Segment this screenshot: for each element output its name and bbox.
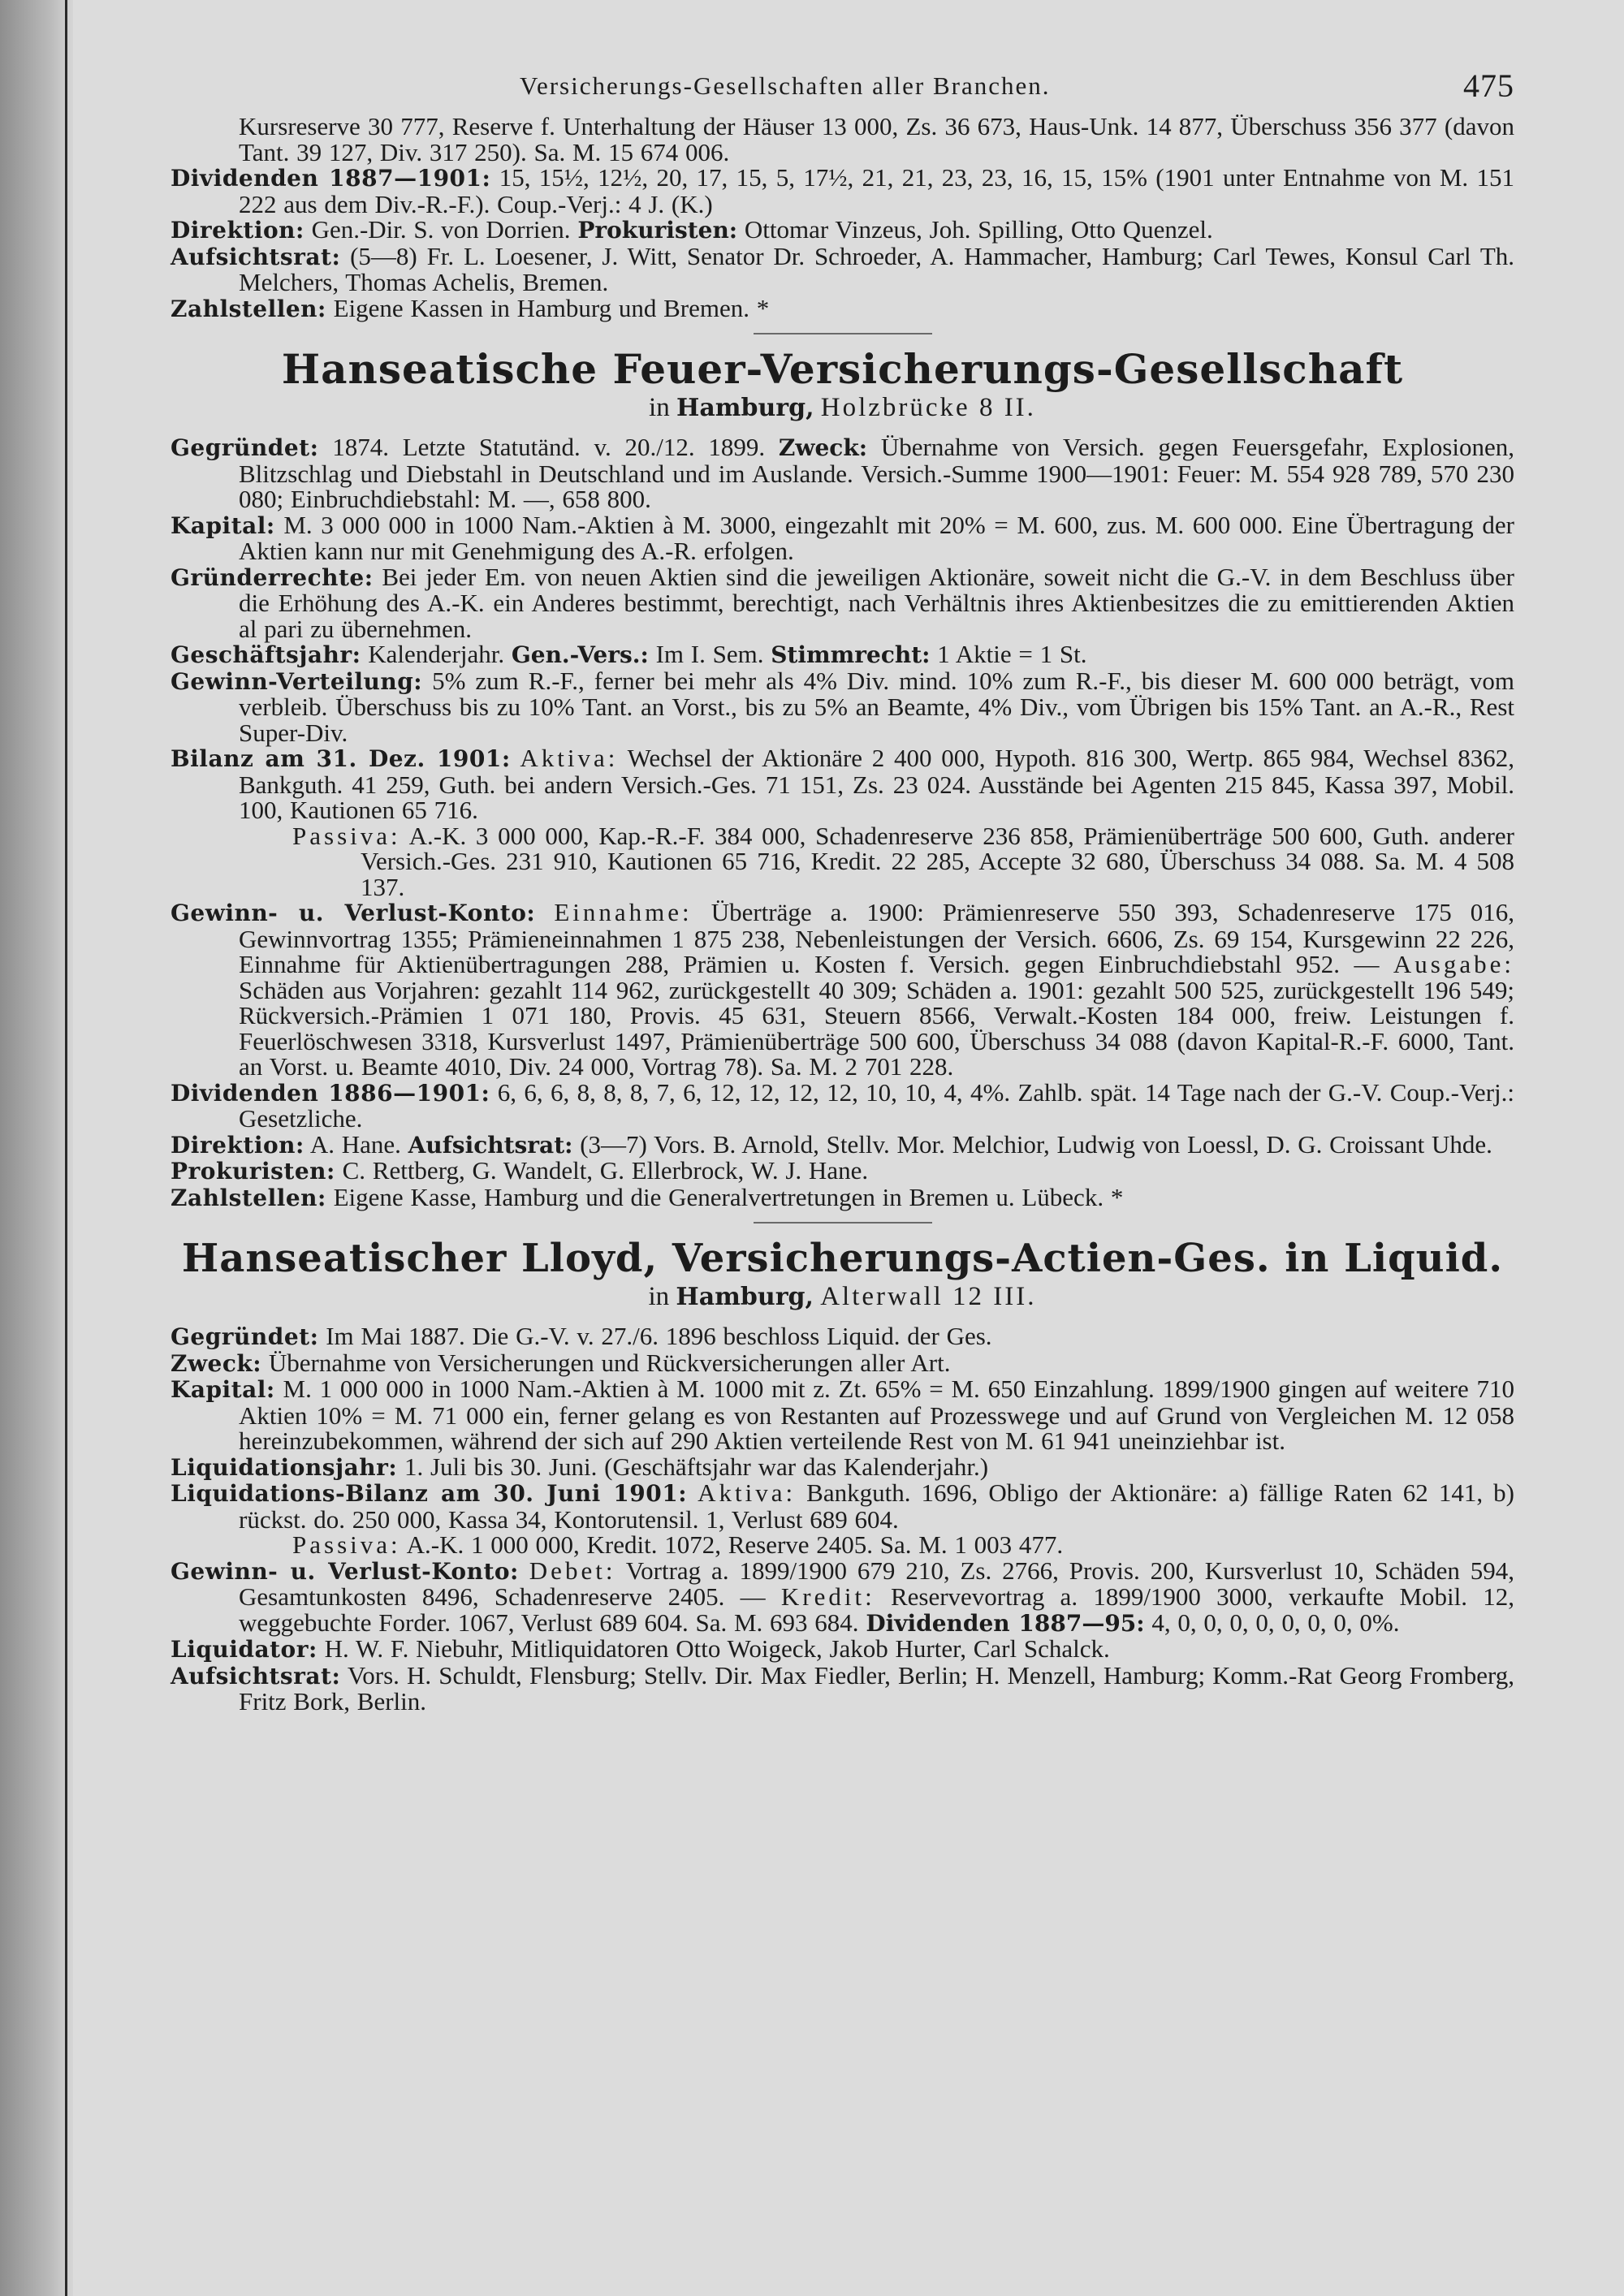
prev-reserve-text: Kursreserve 30 777, Reserve f. Unterhaltung der Häuser 13 000, Zs. 36 673, Haus-Unk. 14 877, Überschuss 356 377 (davon Tant. 39 127, Div. 317 250). Sa. M. 15 674 006. (239, 112, 1514, 166)
profit-loss-expense: Schäden aus Vorjahren: gezahlt 114 962, zurückgestellt 40 309; Schäden a. 1901: gezahlt 500 525, zurückgestellt 196 549; Rückversich.-Prämien 1 071 180, Provis. 45 631, Steuern 8566, Verwalt.-Kosten 184 000, freiw. Leistungen f. Feuerlöschwesen 3318, Kursverlust 1497, Prämienüberträge 500 600, Überschuss 34 088 (davon Kapital-R.-F. 6000, Tant. an Vorst. u. Beamte 4010, Div. 24 000, Vortrag 78). Sa. M. 2 701 228. (239, 975, 1514, 1081)
profit-distribution-text: 5% zum R.-F., ferner bei mehr als 4% Div. mind. 10% zum R.-F., bis dieser M. 600 000 beträgt, vom verbleib. Überschuss bis zu 10% Tant. an Vorst., bis zu 5% an Beamte, 4% Div., vom Übrigen bis 15% Tant. an A.-R., Rest Super-Div. (239, 666, 1515, 747)
prev-dividends (171, 165, 1514, 217)
binding-edge-line (65, 0, 67, 2296)
paying-agents (171, 1182, 1514, 1211)
liquidation-liabilities: A.-K. 1 000 000, Kredit. 1072, Reserve 2405. Sa. M. 1 003 477. (406, 1530, 1064, 1559)
founder-rights (171, 564, 1514, 642)
prev-dividends-label: Dividenden 1887—1901: (171, 165, 491, 192)
purpose (171, 1350, 1514, 1377)
founder-rights-label: Gründerrechte: (171, 563, 374, 591)
previous-entry (171, 114, 1514, 322)
balance-liabilities: A.-K. 3 000 000, Kap.-R.-F. 384 000, Schadenreserve 236 858, Prämienüberträge 500 600, Guth. anderer Versich.-Ges. 231 910, Kautionen 65 716, Kredit. 22 285, Accepte 32 680, Überschuss 34 088. Sa. M. 4 508 137. (361, 821, 1514, 901)
balance-liabilities-line (239, 823, 1514, 900)
prev-zahlstellen-text: Eigene Kassen in Hamburg und Bremen. * (333, 293, 770, 322)
balance-sheet-label: Bilanz am 31. Dez. 1901: (171, 745, 511, 772)
company-title: Hanseatischer Lloyd, Versicherungs-Actien-Ges. in Liquid. (181, 1236, 1504, 1281)
prev-zahlstellen-label: Zahlstellen: (171, 295, 326, 322)
page-number: 475 (1463, 67, 1514, 104)
aufsichtsrat-label: Aufsichtsrat: (408, 1131, 573, 1159)
balance-sheet (171, 745, 1514, 900)
founded-text: 1874. Letzte Statutänd. v. 20./12. 1899. (332, 433, 766, 461)
dividends (171, 1077, 1514, 1133)
aufsichtsrat-label: Aufsichtsrat: (171, 1662, 341, 1690)
fiscal-year-label: Geschäftsjahr: (171, 641, 361, 668)
prev-management (171, 217, 1514, 244)
location-prefix: in (648, 1282, 670, 1311)
liquidation-year-label: Liquidationsjahr: (171, 1453, 398, 1481)
profit-loss-account (171, 1558, 1514, 1637)
profit-loss-label: Gewinn- u. Verlust-Konto: (171, 900, 536, 926)
company-title: Hanseatische Feuer-Versicherungs-Gesellschaft (281, 345, 1404, 393)
profit-loss-credit: Reservevortrag a. 1899/1900 3000, verkaufte Mobil. 12, weggebuchte Forder. 1067, Verlust 689 604. Sa. M. 693 684. (239, 1582, 1515, 1637)
company-city: Hamburg, (676, 394, 814, 422)
liquidation-year (171, 1454, 1514, 1481)
company-city: Hamburg, (676, 1283, 814, 1311)
dividends-text: 4, 0, 0, 0, 0, 0, 0, 0, 0%. (1151, 1608, 1400, 1637)
profit-loss-label: Gewinn- u. Verlust-Konto: (171, 1557, 519, 1585)
credit-word: Kredit: (780, 1582, 875, 1611)
company-address: Holzbrücke 8 II. (820, 393, 1036, 422)
location-prefix: in (649, 393, 670, 422)
supervisory-board (171, 1660, 1514, 1716)
prev-direktion-text: Gen.-Dir. S. von Dorrien. (311, 215, 571, 244)
founded (171, 1323, 1514, 1350)
liabilities-word: Passiva: (292, 821, 401, 850)
zahlstellen-label: Zahlstellen: (171, 1184, 326, 1211)
running-title: Versicherungs-Gesellschaften aller Branchen. (520, 71, 1051, 100)
section-divider (754, 1222, 932, 1224)
liquidation-balance-label: Liquidations-Bilanz am 30. Juni 1901: (171, 1480, 688, 1507)
capital (171, 1376, 1514, 1454)
section-divider (754, 333, 932, 334)
liquidator (171, 1636, 1514, 1663)
prev-direktion-label: Direktion: (171, 217, 304, 244)
dividends-label: Dividenden 1886—1901: (171, 1079, 490, 1107)
prev-supervisory-board (171, 241, 1514, 296)
balance-assets: Wechsel der Aktionäre 2 400 000, Hypoth. 816 300, Wertp. 865 984, Wechsel 8362, Bankguth. 41 259, Guth. bei andern Versich.-Ges. 71 151, Zs. 23 024. Ausstände bei Agenten 215 845, Kassa 397, Mobil. 100, Kautionen 65 716. (239, 744, 1514, 824)
running-header (171, 65, 1514, 114)
expense-word: Ausgabe: (1393, 950, 1514, 978)
debit-word: Debet: (529, 1556, 616, 1585)
prokuristen-label: Prokuristen: (171, 1158, 335, 1185)
dividends-label: Dividenden 1887—95: (866, 1609, 1145, 1637)
capital-label: Kapital: (171, 1376, 275, 1403)
company-entry-lloyd (171, 1235, 1514, 1715)
prev-prokuristen-label: Prokuristen: (577, 217, 738, 244)
company-entry-feuer (171, 346, 1514, 1211)
aufsichtsrat-text: (3—7) Vors. B. Arnold, Stellv. Mor. Melchior, Ludwig von Loessl, D. G. Croissant Uhde. (580, 1129, 1492, 1159)
scan-shadow-edge (0, 0, 73, 2296)
liquidator-label: Liquidator: (171, 1636, 317, 1663)
general-meeting-text: Im I. Sem. (655, 640, 764, 668)
purpose-label: Zweck: (171, 1349, 262, 1377)
capital-label: Kapital: (171, 511, 275, 539)
profit-loss-account (171, 900, 1514, 1080)
founder-rights-text: Bei jeder Em. von neuen Aktien sind die jeweiligen Aktionäre, soweit nicht die G.-V. in dem Beschluss über die Erhöhung des A.-K. ein Anderes bestimmt, berechtigt, nach Verhältnis ihres Aktienbesitzes die zu emittierenden Aktien al pari zu übernehmen. (239, 562, 1515, 643)
fiscal-year (171, 641, 1514, 668)
general-meeting-label: Gen.-Vers.: (511, 641, 649, 668)
aufsichtsrat-text: Vors. H. Schuldt, Flensburg; Stellv. Dir. Max Fiedler, Berlin; H. Menzell, Hamburg; Komm.-Rat Georg Fromberg, Fritz Bork, Berlin. (239, 1660, 1514, 1716)
direktion-text: A. Hane. (309, 1129, 401, 1159)
book-page (171, 65, 1514, 1715)
management (171, 1129, 1514, 1159)
prev-dividends-text: 15, 15½, 12½, 20, 17, 15, 5, 17½, 21, 21, 23, 23, 16, 15, 15% (1901 unter Entnahme von M. 151 222 aus dem Div.-R.-F.). Coup.-Verj.: 4 J. (K.) (239, 163, 1514, 218)
purpose-label: Zweck: (778, 434, 868, 461)
profit-distribution (171, 668, 1514, 746)
prev-prokuristen-text: Ottomar Vinzeus, Joh. Spilling, Otto Quenzel. (744, 215, 1213, 244)
authorized-officers (171, 1158, 1514, 1185)
founded-text: Im Mai 1887. Die G.-V. v. 27./6. 1896 beschloss Liquid. der Ges. (326, 1322, 992, 1350)
liquidation-assets: Bankguth. 1696, Obligo der Aktionäre: a) fällige Raten 62 141, b) rückst. do. 250 000, Kassa 34, Kontorutensil. 1, Verlust 689 604. (239, 1478, 1514, 1534)
purpose-text: Übernahme von Versich. gegen Feuersgefahr, Explosionen, Blitzschlag und Diebstahl in Deutschland und im Auslande. Versich.-Summe 1900—1901: Feuer: M. 554 928 789, 570 230 080; Einbruchdiebstahl: M. —, 658 800. (239, 433, 1514, 513)
prev-aufsichtsrat-label: Aufsichtsrat: (171, 243, 341, 270)
company-location (171, 393, 1514, 423)
founded-label: Gegründet: (171, 1323, 319, 1350)
founded (171, 434, 1514, 512)
profit-loss-income: Überträge a. 1900: Prämienreserve 550 393, Schadenreserve 175 016, Gewinnvortrag 1355; Prämieneinnahmen 1 875 238, Nebenleistungen der Versich. 6606, Zs. 69 154, Kursgewinn 22 226, Einnahme für Aktienübertragungen 288, Prämien u. Kosten f. Versich. gegen Einbruchdiebstahl 952. — (239, 898, 1515, 978)
voting-right-text: 1 Aktie = 1 St. (937, 640, 1087, 668)
prev-reserve-paragraph (171, 114, 1514, 165)
dividends-text: 6, 6, 6, 8, 8, 8, 7, 6, 12, 12, 12, 12, 10, 10, 4, 4%. Zahlb. spät. 14 Tage nach der G.-V. Coup.-Verj.: Gesetzliche. (239, 1077, 1514, 1133)
founded-label: Gegründet: (171, 434, 319, 461)
liabilities-word: Passiva: (292, 1530, 401, 1559)
purpose-text: Übernahme von Versicherungen und Rückversicherungen aller Art. (268, 1348, 951, 1377)
prev-paying-agents (171, 293, 1514, 322)
assets-word: Aktiva: (698, 1478, 797, 1507)
profit-distribution-label: Gewinn-Verteilung: (171, 667, 423, 695)
capital-text: M. 3 000 000 in 1000 Nam.-Aktien à M. 3000, eingezahlt mit 20% = M. 600, zus. M. 600 000. Eine Übertragung der Aktien kann nur mit Genehmigung des A.-R. erfolgen. (239, 510, 1514, 565)
company-address: Alterwall 12 III. (820, 1282, 1037, 1311)
profit-loss-debit: Vortrag a. 1899/1900 679 210, Zs. 2766, Provis. 200, Kursverlust 10, Schäden 594, Gesamtunkosten 8496, Schadenreserve 2405. — (239, 1556, 1515, 1611)
liquidator-text: H. W. F. Niebuhr, Mitliquidatoren Otto Woigeck, Jakob Hurter, Carl Schalck. (324, 1634, 1110, 1663)
company-location (171, 1282, 1514, 1312)
capital (171, 512, 1514, 564)
zahlstellen-text: Eigene Kasse, Hamburg und die Generalvertretungen in Bremen u. Lübeck. * (333, 1182, 1124, 1211)
voting-right-label: Stimmrecht: (771, 641, 931, 668)
direktion-label: Direktion: (171, 1131, 304, 1159)
prokuristen-text: C. Rettberg, G. Wandelt, G. Ellerbrock, W. J. Hane. (342, 1156, 869, 1185)
liquidation-liabilities-line (239, 1532, 1514, 1558)
assets-word: Aktiva: (520, 744, 619, 772)
fiscal-year-text: Kalenderjahr. (368, 640, 505, 668)
income-word: Einnahme: (554, 898, 693, 926)
capital-text: M. 1 000 000 in 1000 Nam.-Aktien à M. 1000 mit z. Zt. 65% = M. 650 Einzahlung. 1899/1900 gingen auf weitere 710 Aktien 10% = M. 71 000 ein, ferner gelang es von Restanten auf Prozesswege und auf Grund von Vergleichen M. 12 058 hereinzubekommen, während der sich auf 290 Aktien verteilende Rest von M. 61 941 uneinziehbar ist. (239, 1375, 1515, 1455)
liquidation-balance (171, 1480, 1514, 1558)
prev-aufsichtsrat-text: (5—8) Fr. L. Loesener, J. Witt, Senator Dr. Schroeder, A. Hammacher, Hamburg; Carl Tewes, Konsul Carl Th. Melchers, Thomas Achelis, Bremen. (239, 241, 1514, 296)
liquidation-year-text: 1. Juli bis 30. Juni. (Geschäftsjahr war das Kalenderjahr.) (404, 1452, 989, 1481)
